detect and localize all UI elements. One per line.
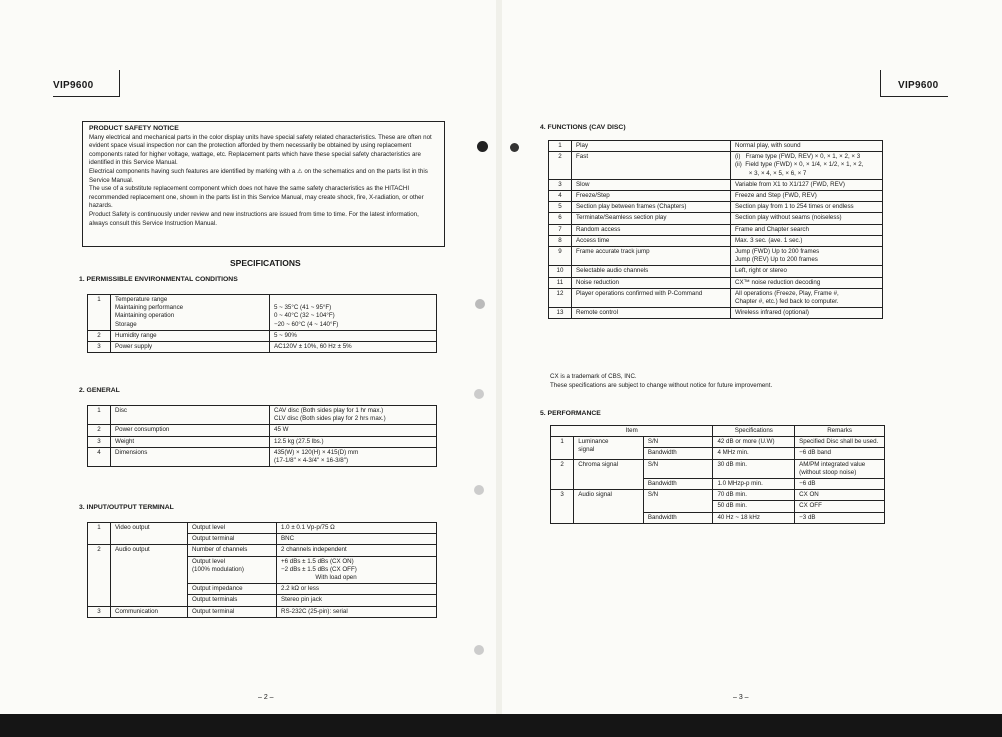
row-remark: CX OFF bbox=[795, 501, 885, 512]
row-spec: 70 dB min. bbox=[713, 490, 795, 501]
table-row bbox=[549, 247, 883, 266]
row-spec: 4 MHz min. bbox=[713, 448, 795, 459]
notice-title: PRODUCT SAFETY NOTICE bbox=[89, 125, 179, 132]
row-value: 2 channels independent bbox=[277, 545, 437, 556]
table-row bbox=[88, 295, 437, 331]
row-value: Frame and Chapter search bbox=[731, 224, 883, 235]
row-remark: AM/PM integrated value (without stoop noise) bbox=[795, 459, 885, 478]
row-label: Power supply bbox=[111, 342, 270, 353]
row-label: Luminance signal bbox=[574, 437, 644, 459]
row-number: 7 bbox=[549, 224, 572, 235]
row-label: Temperature range Maintaining performance Maintaining operation Storage bbox=[111, 295, 270, 331]
row-remark: Specified Disc shall be used. bbox=[795, 437, 885, 448]
row-number: 11 bbox=[549, 277, 572, 288]
row-number: 2 bbox=[549, 152, 572, 180]
row-value: BNC bbox=[277, 534, 437, 545]
row-remark: CX ON bbox=[795, 490, 885, 501]
table-row bbox=[549, 179, 883, 190]
safety-notice bbox=[82, 121, 445, 247]
row-key: Output terminals bbox=[188, 595, 277, 606]
row-number: 1 bbox=[88, 523, 111, 545]
row-label: Dimensions bbox=[111, 447, 270, 466]
row-label: Communication bbox=[111, 606, 188, 617]
row-label: Audio output bbox=[111, 545, 188, 606]
row-number: 3 bbox=[549, 179, 572, 190]
row-value: 5 ~ 90% bbox=[270, 330, 437, 341]
row-number: 2 bbox=[88, 330, 111, 341]
row-label: Power consumption bbox=[111, 425, 270, 436]
io-table bbox=[87, 522, 437, 618]
row-label: Play bbox=[572, 141, 731, 152]
row-number: 1 bbox=[551, 437, 574, 459]
row-number: 1 bbox=[88, 295, 111, 331]
row-value: 5 ~ 35°C (41 ~ 95°F) 0 ~ 40°C (32 ~ 104°F) −20 ~ 60°C (4 ~ 140°F) bbox=[270, 295, 437, 331]
table-row bbox=[549, 266, 883, 277]
row-value: 45 W bbox=[270, 425, 437, 436]
row-key: Bandwidth bbox=[643, 448, 713, 459]
row-value: All operations (Freeze, Play, Frame #, Chapter #, etc.) fed back to computer. bbox=[731, 288, 883, 307]
row-number: 1 bbox=[549, 141, 572, 152]
table-row bbox=[88, 425, 437, 436]
row-label: Audio signal bbox=[574, 490, 644, 524]
row-label: Section play between frames (Chapters) bbox=[572, 202, 731, 213]
row-label: Video output bbox=[111, 523, 188, 545]
table-row bbox=[551, 426, 885, 437]
row-number: 3 bbox=[551, 490, 574, 524]
table-row bbox=[88, 545, 437, 556]
row-label: Random access bbox=[572, 224, 731, 235]
section-2-title: 2. GENERAL bbox=[79, 387, 120, 394]
row-value: Variable from X1 to X1/127 (FWD, REV) bbox=[731, 179, 883, 190]
row-number: 4 bbox=[88, 447, 111, 466]
table-row bbox=[88, 406, 437, 425]
row-number: 3 bbox=[88, 606, 111, 617]
row-spec: 50 dB min. bbox=[713, 501, 795, 512]
row-number: 12 bbox=[549, 288, 572, 307]
header-rule bbox=[53, 96, 119, 97]
row-value: Section play without seams (noiseless) bbox=[731, 213, 883, 224]
row-key: S/N bbox=[643, 459, 713, 478]
notice-p3: The use of a substitute replacement component which does not have the same safety characteristics as the HITACHI recommended replacement one, shown in the parts list in this Service Manual, may create shock, fire, X-radiation, or other hazards. bbox=[89, 185, 424, 210]
row-value: 1.0 ± 0.1 Vp-p/75 Ω bbox=[277, 523, 437, 534]
row-value: AC120V ± 10%, 60 Hz ± 5% bbox=[270, 342, 437, 353]
col-header: Remarks bbox=[795, 426, 885, 437]
table-row bbox=[88, 447, 437, 466]
table-row bbox=[549, 235, 883, 246]
row-number: 3 bbox=[88, 342, 111, 353]
binding-hole bbox=[510, 143, 519, 152]
row-label: Disc bbox=[111, 406, 270, 425]
section-3-title: 3. INPUT/OUTPUT TERMINAL bbox=[79, 504, 174, 511]
row-spec: 42 dB or more (U.W) bbox=[713, 437, 795, 448]
row-key: Output terminal bbox=[188, 606, 277, 617]
table-row bbox=[549, 152, 883, 180]
row-value: Stereo pin jack bbox=[277, 595, 437, 606]
section-1-title: 1. PERMISSIBLE ENVIRONMENTAL CONDITIONS bbox=[79, 276, 238, 283]
general-table bbox=[87, 405, 437, 467]
notice-p2: Electrical components having such features are identified by marking with a ⚠ on the schematics and on the parts list in this Service Manual. bbox=[89, 167, 428, 184]
row-key: Output level (100% modulation) bbox=[188, 556, 277, 584]
row-number: 9 bbox=[549, 247, 572, 266]
row-key: S/N bbox=[643, 490, 713, 512]
table-row bbox=[549, 202, 883, 213]
row-label: Humidity range bbox=[111, 330, 270, 341]
page-gutter bbox=[496, 0, 502, 714]
row-number: 13 bbox=[549, 308, 572, 319]
functions-table bbox=[548, 140, 883, 319]
notice-p4: Product Safety is continuously under review and new instructions are issued from time to time. For the latest information, always consult this Service Instruction Manual. bbox=[89, 210, 419, 227]
table-row bbox=[549, 277, 883, 288]
env-table bbox=[87, 294, 437, 353]
row-number: 1 bbox=[88, 406, 111, 425]
row-value: Jump (FWD) Up to 200 frames Jump (REV) Up to 200 frames bbox=[731, 247, 883, 266]
row-key: Number of channels bbox=[188, 545, 277, 556]
row-value: 2.2 kΩ or less bbox=[277, 584, 437, 595]
row-value: +6 dBs ± 1.5 dBs (CX ON) −2 dBs ± 1.5 dBs (CX OFF) With load open bbox=[277, 556, 437, 584]
row-key: Output level bbox=[188, 523, 277, 534]
row-value: Freeze and Step (FWD, REV) bbox=[731, 191, 883, 202]
row-number: 2 bbox=[88, 425, 111, 436]
row-number: 2 bbox=[88, 545, 111, 606]
row-label: Slow bbox=[572, 179, 731, 190]
table-row bbox=[549, 141, 883, 152]
trademark-note: CX is a trademark of CBS, INC. bbox=[550, 373, 637, 380]
row-label: Freeze/Step bbox=[572, 191, 731, 202]
table-row bbox=[551, 437, 885, 448]
model-header-left: VIP9600 bbox=[53, 80, 94, 91]
scan-edge bbox=[0, 714, 1002, 737]
table-row bbox=[88, 330, 437, 341]
row-spec: 40 Hz ~ 18 kHz bbox=[713, 512, 795, 523]
row-label: Selectable audio channels bbox=[572, 266, 731, 277]
table-row bbox=[549, 288, 883, 307]
row-label: Noise reduction bbox=[572, 277, 731, 288]
performance-table bbox=[550, 425, 885, 524]
table-row bbox=[549, 308, 883, 319]
row-value: Section play from 1 to 254 times or endless bbox=[731, 202, 883, 213]
change-note: These specifications are subject to change without notice for future improvement. bbox=[550, 382, 773, 389]
row-remark: −6 dB band bbox=[795, 448, 885, 459]
table-row bbox=[88, 342, 437, 353]
binding-hole bbox=[475, 299, 485, 309]
row-value: CAV disc (Both sides play for 1 hr max.) CLV disc (Both sides play for 2 hrs max.) bbox=[270, 406, 437, 425]
table-row bbox=[551, 490, 885, 501]
row-key: Bandwidth bbox=[643, 512, 713, 523]
row-value: CX™ noise reduction decoding bbox=[731, 277, 883, 288]
row-spec: 1.0 MHzp-p min. bbox=[713, 479, 795, 490]
binding-hole bbox=[477, 141, 488, 152]
row-label: Access time bbox=[572, 235, 731, 246]
row-label: Weight bbox=[111, 436, 270, 447]
row-key: S/N bbox=[643, 437, 713, 448]
row-key: Bandwidth bbox=[643, 479, 713, 490]
row-value: 435(W) × 120(H) × 415(D) mm (17-1/8" × 4-3/4" × 16-3/8") bbox=[270, 447, 437, 466]
row-value: (i) Frame type (FWD, REV) × 0, × 1, × 2, × 3 (ii) Field type (FWD) × 0, × 1/4, × 1/2, × 1, × 2, × 3, × 4, × 5, × 6, × 7 bbox=[731, 152, 883, 180]
row-label: Remote control bbox=[572, 308, 731, 319]
col-header: Specifications bbox=[713, 426, 795, 437]
section-5-title: 5. PERFORMANCE bbox=[540, 410, 601, 417]
header-rule-v bbox=[880, 70, 881, 97]
row-value: Wireless infrared (optional) bbox=[731, 308, 883, 319]
table-row bbox=[551, 459, 885, 478]
binding-hole bbox=[474, 645, 484, 655]
table-row bbox=[549, 191, 883, 202]
table-row bbox=[549, 224, 883, 235]
table-row bbox=[88, 523, 437, 534]
table-row bbox=[88, 436, 437, 447]
row-remark: −6 dB bbox=[795, 479, 885, 490]
table-row bbox=[549, 213, 883, 224]
model-header-right: VIP9600 bbox=[898, 80, 939, 91]
row-number: 3 bbox=[88, 436, 111, 447]
row-number: 5 bbox=[549, 202, 572, 213]
binding-hole bbox=[474, 485, 484, 495]
row-label: Player operations confirmed with P-Command bbox=[572, 288, 731, 307]
section-4-title: 4. FUNCTIONS (CAV DISC) bbox=[540, 124, 626, 131]
row-spec: 30 dB min. bbox=[713, 459, 795, 478]
table-row bbox=[88, 606, 437, 617]
row-key: Output terminal bbox=[188, 534, 277, 545]
row-label: Fast bbox=[572, 152, 731, 180]
row-label: Chroma signal bbox=[574, 459, 644, 490]
row-number: 8 bbox=[549, 235, 572, 246]
notice-p1: Many electrical and mechanical parts in the color display units have special safety related characteristics. These are often not evident space visual inspection nor can the protection afforded by them necessarily be obtained by using replacement components rated for higher voltage, wattage, etc. Replacement parts which have these special safety characteristics are identified in this Service Manual. bbox=[89, 133, 432, 167]
header-rule-v bbox=[119, 70, 120, 97]
page-number-left: – 2 – bbox=[258, 694, 274, 701]
row-label: Frame accurate track jump bbox=[572, 247, 731, 266]
row-value: Max. 3 sec. (ave. 1 sec.) bbox=[731, 235, 883, 246]
col-header: Item bbox=[551, 426, 713, 437]
row-number: 2 bbox=[551, 459, 574, 490]
row-value: Normal play, with sound bbox=[731, 141, 883, 152]
binding-hole bbox=[474, 389, 484, 399]
header-rule bbox=[880, 96, 948, 97]
row-value: Left, right or stereo bbox=[731, 266, 883, 277]
specifications-title: SPECIFICATIONS bbox=[230, 258, 301, 268]
row-remark: −3 dB bbox=[795, 512, 885, 523]
row-number: 10 bbox=[549, 266, 572, 277]
row-key: Output impedance bbox=[188, 584, 277, 595]
row-number: 4 bbox=[549, 191, 572, 202]
row-value: RS-232C (25-pin): serial bbox=[277, 606, 437, 617]
row-number: 6 bbox=[549, 213, 572, 224]
row-label: Terminate/Seamless section play bbox=[572, 213, 731, 224]
page-number-right: – 3 – bbox=[733, 694, 749, 701]
row-value: 12.5 kg (27.5 lbs.) bbox=[270, 436, 437, 447]
